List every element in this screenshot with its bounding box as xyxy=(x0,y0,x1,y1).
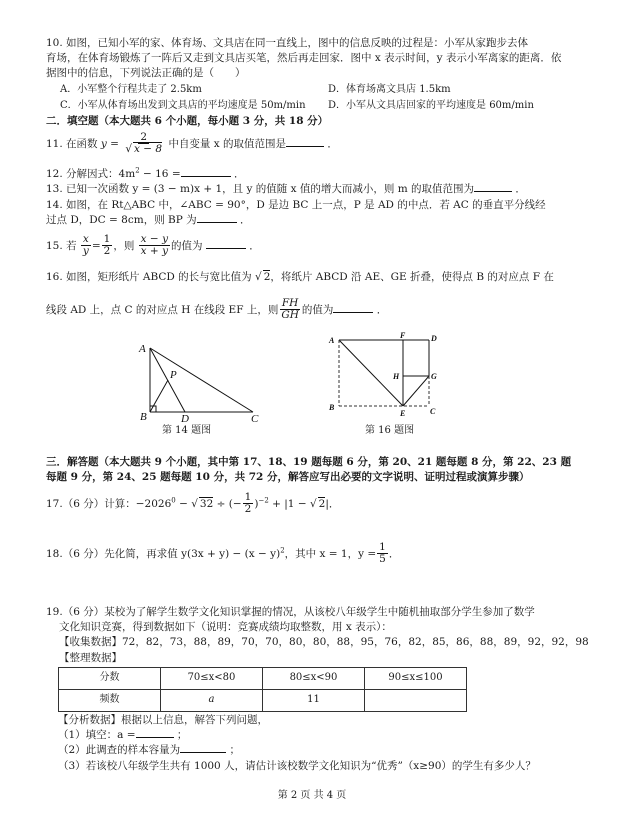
question-10 xyxy=(46,36,562,82)
denominator: √ x − 8 xyxy=(125,143,163,156)
radicand: 32 xyxy=(199,497,214,510)
punct: ． xyxy=(240,214,251,227)
figure-16-rectangle-fold xyxy=(325,330,445,416)
math-expr: y = xyxy=(100,137,119,150)
section-heading-line: 每题 9 分，第 24、25 题每题 10 分，共 72 分，解答应写出必要的文字说明、证明过程或演算步骤） xyxy=(46,471,530,484)
punct: ． xyxy=(388,547,400,560)
fraction xyxy=(81,234,91,257)
collect-data-label: 【收集数据】 xyxy=(59,636,122,649)
fraction xyxy=(139,234,170,257)
question-text: 过点 D，DC = 8cm，则 BP 为 xyxy=(46,214,197,227)
question-text: 的值为 xyxy=(301,303,334,316)
question-18 xyxy=(46,542,546,565)
question-13 xyxy=(46,182,546,197)
analyze-data-label: 【分析数据】根据以上信息，解答下列问题， xyxy=(58,714,268,726)
answer-blank[interactable] xyxy=(206,239,246,249)
punct: ； xyxy=(229,744,241,757)
denominator: 2 xyxy=(244,503,252,516)
math-expr: ) xyxy=(254,497,259,510)
score: （6 分） xyxy=(62,547,105,560)
math-expr: ÷ (− xyxy=(213,497,242,510)
label-f: F xyxy=(400,331,406,340)
denominator: 2 xyxy=(103,245,111,258)
figure-14-triangle xyxy=(135,340,265,422)
math-expr: = xyxy=(91,239,101,252)
answer-blank[interactable] xyxy=(136,728,174,738)
label-c: C xyxy=(251,413,259,422)
table-header-cell: 分数 xyxy=(59,668,161,690)
label-g: G xyxy=(431,372,437,381)
label-d: D xyxy=(431,334,437,343)
question-number: 14. xyxy=(46,199,63,211)
section-2-heading: 二．填空题（本大题共 6 个小题，每小题 3 分，共 18 分） xyxy=(46,115,329,127)
table-cell xyxy=(365,690,467,712)
denominator: y xyxy=(82,245,89,258)
question-text: 某校为了解学生数学文化知识掌握的情况，从该校八年级学生中随机抽取部分学生参加了数学 xyxy=(104,606,535,618)
math-expr: ，其中 x = 1，y = xyxy=(284,547,377,560)
question-text: 若 xyxy=(66,239,77,252)
question-text: 分解因式：4m xyxy=(66,167,136,180)
sub-question-1: （1）填空：a = xyxy=(58,729,136,742)
frequency-table xyxy=(58,667,467,712)
question-text: 在函数 xyxy=(66,137,101,150)
question-text: 文化知识竞赛，得到数据如下（说明：竞赛成绩均取整数，用 x 表示）： xyxy=(59,621,392,634)
question-text: 据图中的信息，下列说法正确的是（ ） xyxy=(46,67,246,80)
question-11 xyxy=(46,132,546,155)
question-text: 育场，在体育场锻炼了一阵后又走到文具店买笔，然后再走回家．图中 x 表示时间，y 表示小军离家的距离．依 xyxy=(46,52,562,65)
denominator: 5 xyxy=(379,553,386,566)
punct: ． xyxy=(327,137,338,150)
question-number: 19. xyxy=(46,606,63,618)
radicand: 2 xyxy=(318,497,326,510)
collect-data-values: 72，82，73，88，89，70，70，80，80，88，95，76，82，85，86，88，89，92，92，98 xyxy=(122,636,589,649)
question-text: 如图，已知小军的家、体育场、文具店在同一直线上，图中的信息反映的过程是：小军从家跑步去体 xyxy=(66,37,529,49)
answer-blank[interactable] xyxy=(474,182,512,192)
label-p: P xyxy=(170,369,177,381)
question-text: 如图，矩形纸片 ABCD 的长与宽比值为 xyxy=(66,271,256,283)
label-d: D xyxy=(181,413,189,422)
numerator: x xyxy=(82,233,89,245)
question-15 xyxy=(46,234,546,257)
table-cell: 11 xyxy=(263,690,365,712)
sub-question-3: （3）若该校八年级学生共有 1000 人，请估计该校数学文化知识为“优秀”（x≥90）的学生有多少人？ xyxy=(58,759,536,772)
question-12 xyxy=(46,165,546,182)
numerator: 1 xyxy=(244,491,252,503)
fraction xyxy=(279,298,301,321)
math-expr: |． xyxy=(325,497,340,510)
question-text: 中自变量 x 的取值范围是 xyxy=(168,137,287,150)
answer-blank[interactable] xyxy=(197,213,237,223)
numerator: 1 xyxy=(103,233,111,245)
section-heading-line: 三．解答题（本大题共 9 个小题，其中第 17、18、19 题每题 6 分，第 20、21 题每题 8 分，第 22、23 题 xyxy=(46,456,572,468)
table-header-cell: 80≤x<90 xyxy=(263,668,365,690)
table-header-cell: 90≤x≤100 xyxy=(365,668,467,690)
option-c: C．小军从体育场出发到文具店的平均速度是 50m/min xyxy=(60,100,306,111)
label-e: E xyxy=(400,409,406,416)
math-expr: − xyxy=(175,497,192,510)
denominator: x + y xyxy=(140,245,168,258)
sub-question-2: （2）此调查的样本容量为 xyxy=(58,744,181,757)
radicand: 2 xyxy=(263,271,271,283)
math-expr: + |1 − xyxy=(268,497,310,510)
option-b: D．体育场离文具店 1.5km xyxy=(328,84,451,95)
page-footer: 第 2 页 共 4 页 xyxy=(277,790,347,801)
punct: ． xyxy=(515,183,526,195)
question-16: 16. 如图，矩形纸片 ABCD 的长与宽比值为 √ 2，将纸片 ABCD 沿 AE、GE 折叠，使得点 B 的对应点 F 在 xyxy=(46,271,554,283)
exponent: 2 xyxy=(135,166,140,174)
question-text: 已知一次函数 y = (3 − m)x + 1，且 y 的值随 x 值的增大而减小，则 m 的取值范围为 xyxy=(66,183,475,195)
answer-blank[interactable] xyxy=(181,167,231,177)
numerator: FH xyxy=(281,297,299,309)
table-header-cell: 70≤x<80 xyxy=(161,668,263,690)
numerator: 2 xyxy=(140,131,148,143)
table-header-row xyxy=(59,668,467,690)
label-c: C xyxy=(430,407,436,416)
punct: ． xyxy=(376,303,388,316)
figure-14-caption: 第 14 题图 xyxy=(162,425,212,436)
section-3-heading xyxy=(46,455,586,485)
question-16-line2 xyxy=(46,298,546,321)
exponent: 0 xyxy=(171,496,176,505)
question-number: 13. xyxy=(46,183,63,195)
question-text: ，则 xyxy=(113,239,135,252)
radicand: x − 8 xyxy=(134,143,163,156)
answer-blank[interactable] xyxy=(180,743,226,753)
question-number: 11. xyxy=(46,137,63,150)
label-b: B xyxy=(140,411,147,422)
fraction xyxy=(102,234,113,257)
question-number: 12. xyxy=(46,167,63,180)
punct: ． xyxy=(249,239,260,252)
answer-blank[interactable] xyxy=(286,137,324,147)
question-text: − 16 = xyxy=(139,167,181,180)
option-a: A．小军整个行程共走了 2.5km xyxy=(60,84,202,95)
score: （6 分） xyxy=(62,497,105,510)
exponent: −2 xyxy=(258,496,269,505)
table-cell: a xyxy=(161,690,263,712)
question-text: 的值为 xyxy=(171,239,203,252)
question-text: 如图，在 Rt△ABC 中，∠ABC = 90°，D 是边 BC 上一点，P 是 AD 的中点．若 AC 的垂直平分线经 xyxy=(66,199,546,211)
figure-16-caption: 第 16 题图 xyxy=(365,425,415,436)
numerator: x − y xyxy=(140,233,168,245)
fraction xyxy=(123,132,164,155)
question-19-analysis xyxy=(58,713,598,774)
question-number: 15. xyxy=(46,239,63,252)
table-cell: 频数 xyxy=(59,690,161,712)
exponent: 2 xyxy=(280,546,285,555)
question-text: 线段 AD 上，点 C 的对应点 H 在线段 EF 上，则 xyxy=(46,303,279,316)
question-17: 17.（6 分）计算：$-2026^0$ − √ 32 ÷ (− $\frac{1}{2}$ )$^{-2}$ + |1 − √ 2|． xyxy=(46,491,340,516)
denominator: GH xyxy=(281,309,299,322)
table-row xyxy=(59,690,467,712)
punct: ． xyxy=(233,167,245,180)
question-number: 18. xyxy=(46,547,63,560)
label-a: A xyxy=(139,343,146,355)
question-number: 17. xyxy=(46,497,63,510)
label-b: B xyxy=(329,403,335,412)
question-14 xyxy=(46,198,546,228)
option-d: D．小军从文具店回家的平均速度是 60m/min xyxy=(328,100,534,111)
math-expr: 计算：−2026 xyxy=(104,497,172,510)
fraction xyxy=(377,542,388,565)
punct: ； xyxy=(176,729,188,742)
numerator: 1 xyxy=(379,541,386,553)
fraction xyxy=(243,492,254,515)
score: （6 分） xyxy=(62,606,105,618)
label-a: A xyxy=(329,336,335,345)
math-expr: 先化简，再求值 y(3x + y) − (x − y) xyxy=(104,547,281,560)
answer-blank[interactable] xyxy=(333,303,373,313)
question-19 xyxy=(46,605,606,666)
label-h: H xyxy=(393,372,400,381)
organize-data-label: 【整理数据】 xyxy=(59,651,122,664)
question-number: 16. xyxy=(46,271,63,283)
question-number: 10. xyxy=(46,37,63,49)
question-text: ，将纸片 ABCD 沿 AE、GE 折叠，使得点 B 的对应点 F 在 xyxy=(270,271,554,283)
